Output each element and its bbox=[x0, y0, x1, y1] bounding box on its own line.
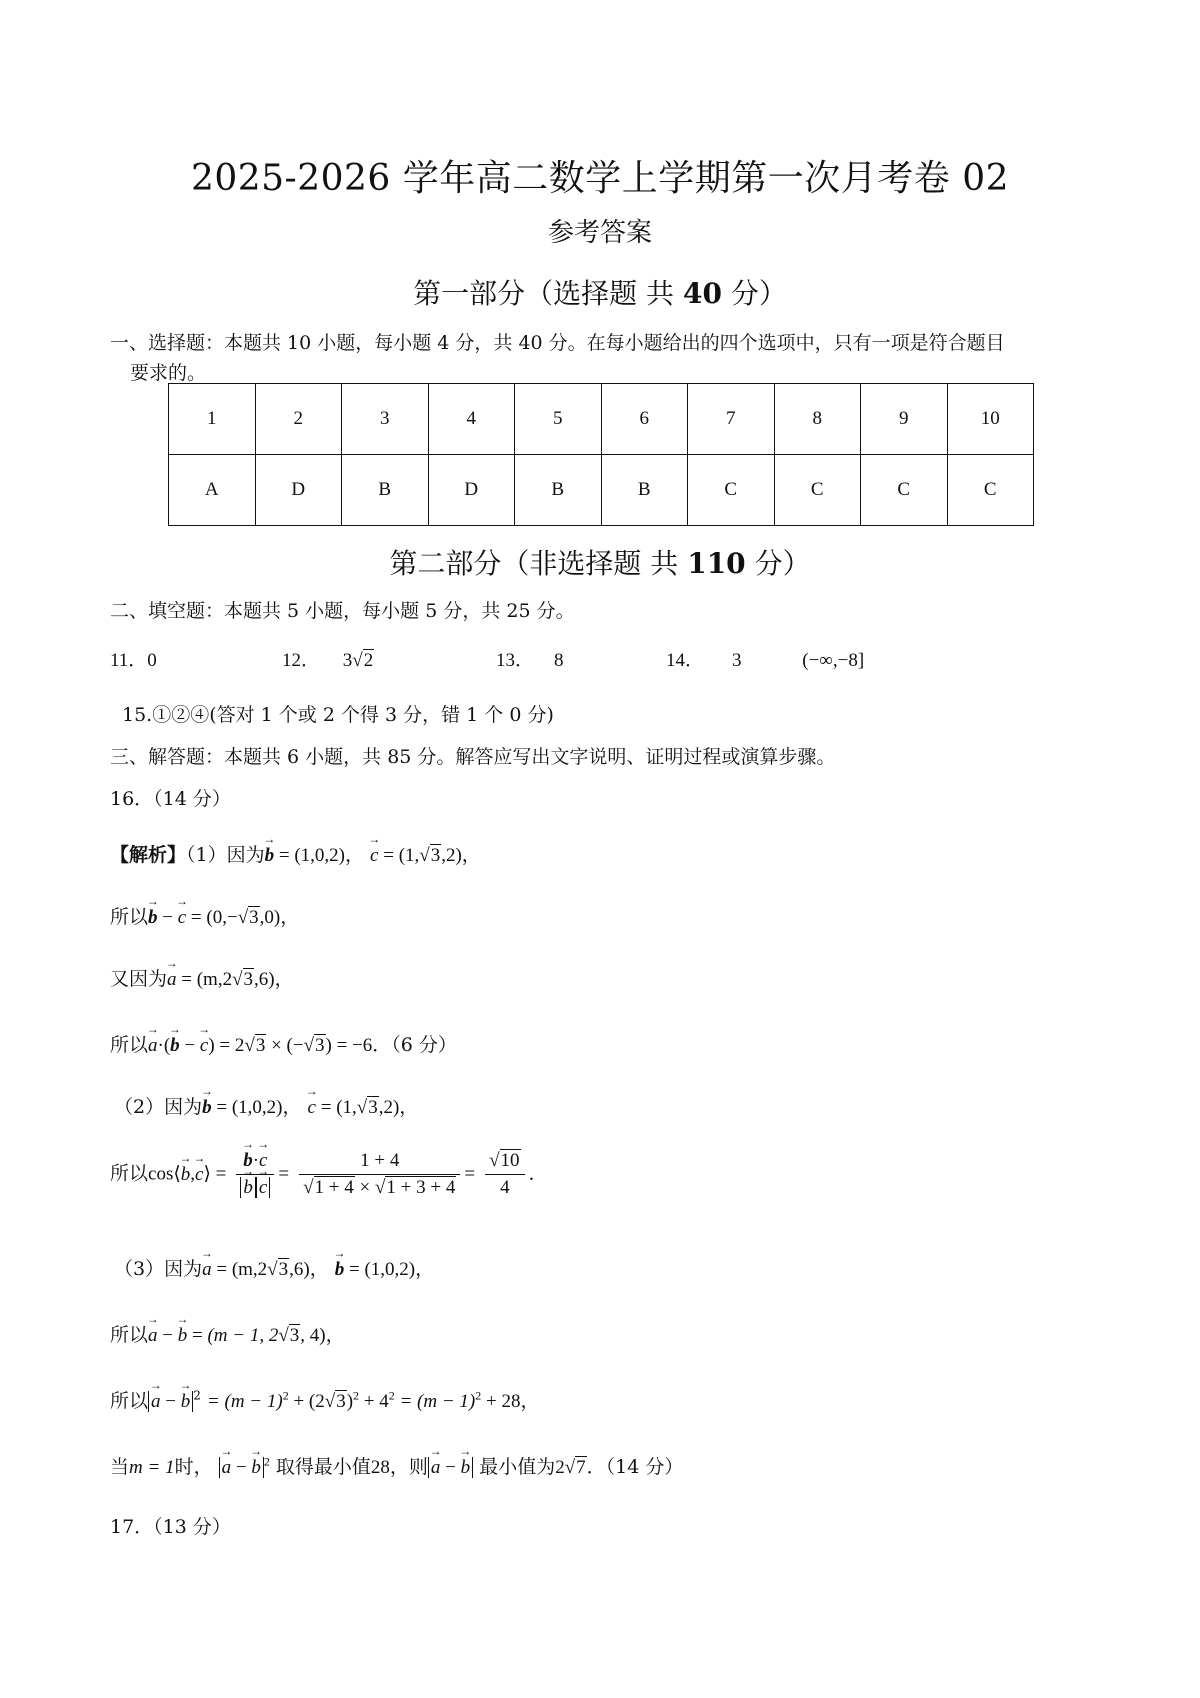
table-cell: C bbox=[774, 455, 861, 526]
sol16-line4: 所以→ a·(→ b − → c) = 2√3 × (−√3) = −6．（6 分） bbox=[110, 1030, 457, 1057]
document-subtitle: 参考答案 bbox=[547, 218, 652, 248]
sol16-line2: 所以→ b − → c = (0,−√3,0)， bbox=[110, 902, 299, 929]
document-title: 2025-2026 学年高二数学上学期第一次月考卷 02 bbox=[190, 158, 1010, 199]
table-cell: C bbox=[688, 455, 775, 526]
sol16-line8: 所以→ a − → b = (m − 1, 2√3, 4)， bbox=[110, 1320, 345, 1347]
q15: 15.①②④(答对 1 个或 2 个得 3 分，错 1 个 0 分) bbox=[122, 704, 554, 726]
table-cell: C bbox=[861, 455, 948, 526]
table-cell: 3 bbox=[342, 384, 429, 455]
sqrt: √2 bbox=[352, 650, 374, 671]
answer-table-answer-row bbox=[169, 455, 1034, 526]
table-cell: B bbox=[601, 455, 688, 526]
table-cell: C bbox=[947, 455, 1034, 526]
part-one-heading: 第一部分（选择题 共 40 分） bbox=[413, 277, 787, 310]
q16-header: 16．（14 分） bbox=[110, 788, 231, 810]
answer-table bbox=[168, 383, 1034, 526]
section-two-heading: 二、填空题：本题共 5 小题，每小题 5 分，共 25 分。 bbox=[110, 600, 575, 622]
table-cell: 2 bbox=[255, 384, 342, 455]
answer-table-number-row bbox=[169, 384, 1034, 455]
q14: 14． 3 (−∞,−8] bbox=[666, 650, 865, 671]
table-cell: B bbox=[515, 455, 602, 526]
table-cell: 5 bbox=[515, 384, 602, 455]
table-cell: D bbox=[255, 455, 342, 526]
fraction: → b·→ c → b→ c bbox=[236, 1150, 274, 1199]
q12: 12． 3√2 bbox=[282, 650, 374, 671]
sol16-line1: 【解析】（1）因为→ b = (1,0,2)， → c = (1,√3,2)， bbox=[110, 840, 481, 867]
q13: 13． 8 bbox=[496, 650, 564, 671]
sol16-line10: 当m = 1时， → a − → b $^2$ 取得最小值28，则→ a − → b 最小值为2√7．（14 分） bbox=[110, 1452, 683, 1479]
q11: 11．0 bbox=[110, 650, 157, 671]
table-cell: B bbox=[342, 455, 429, 526]
section-three-heading: 三、解答题：本题共 6 小题，共 85 分。解答应写出文字说明、证明过程或演算步骤。 bbox=[110, 746, 836, 768]
table-cell: A bbox=[169, 455, 256, 526]
table-cell: 1 bbox=[169, 384, 256, 455]
table-cell: 9 bbox=[861, 384, 948, 455]
table-cell: 7 bbox=[688, 384, 775, 455]
table-cell: 6 bbox=[601, 384, 688, 455]
q17-header: 17．（13 分） bbox=[110, 1516, 231, 1538]
table-cell: D bbox=[428, 455, 515, 526]
sol16-line7: （3）因为→ a = (m,2√3,6)， → b = (1,0,2)， bbox=[114, 1254, 434, 1281]
part-two-heading: 第二部分（非选择题 共 110 分） bbox=[389, 547, 811, 580]
sol16-line5: （2）因为→ b = (1,0,2)， → c = (1,√3,2)， bbox=[114, 1092, 418, 1119]
section-one-line2: 要求的。 bbox=[130, 362, 207, 384]
sol16-line9: 所以→ a − → b $^2 = (m - 1)^2 + (2√3)^2 + 4^2 = (m - 1)^2 + 28$， bbox=[110, 1386, 540, 1413]
table-cell: 10 bbox=[947, 384, 1034, 455]
fraction: $\frac{1 + 4}{√1 + 4 \times √1 + 3 + 4}$ bbox=[299, 1150, 460, 1199]
sol16-line3: 又因为→ a = (m,2√3,6)， bbox=[110, 964, 294, 991]
table-cell: 4 bbox=[428, 384, 515, 455]
table-cell: 8 bbox=[774, 384, 861, 455]
section-one-line1: 一、选择题：本题共 10 小题，每小题 4 分，共 40 分。在每小题给出的四个选项中，只有一项是符合题目 bbox=[110, 332, 1005, 354]
fraction: $\frac{√10}{4}$ bbox=[485, 1150, 524, 1199]
sol16-line6: 所以cos⟨→ b,→ c⟩ = → b·→ c → b→ c = $\frac{1 + 4}{√1 + 4 \times √1 + 3 + 4}$ = $\frac{√10}{4}$ ． bbox=[110, 1150, 548, 1199]
